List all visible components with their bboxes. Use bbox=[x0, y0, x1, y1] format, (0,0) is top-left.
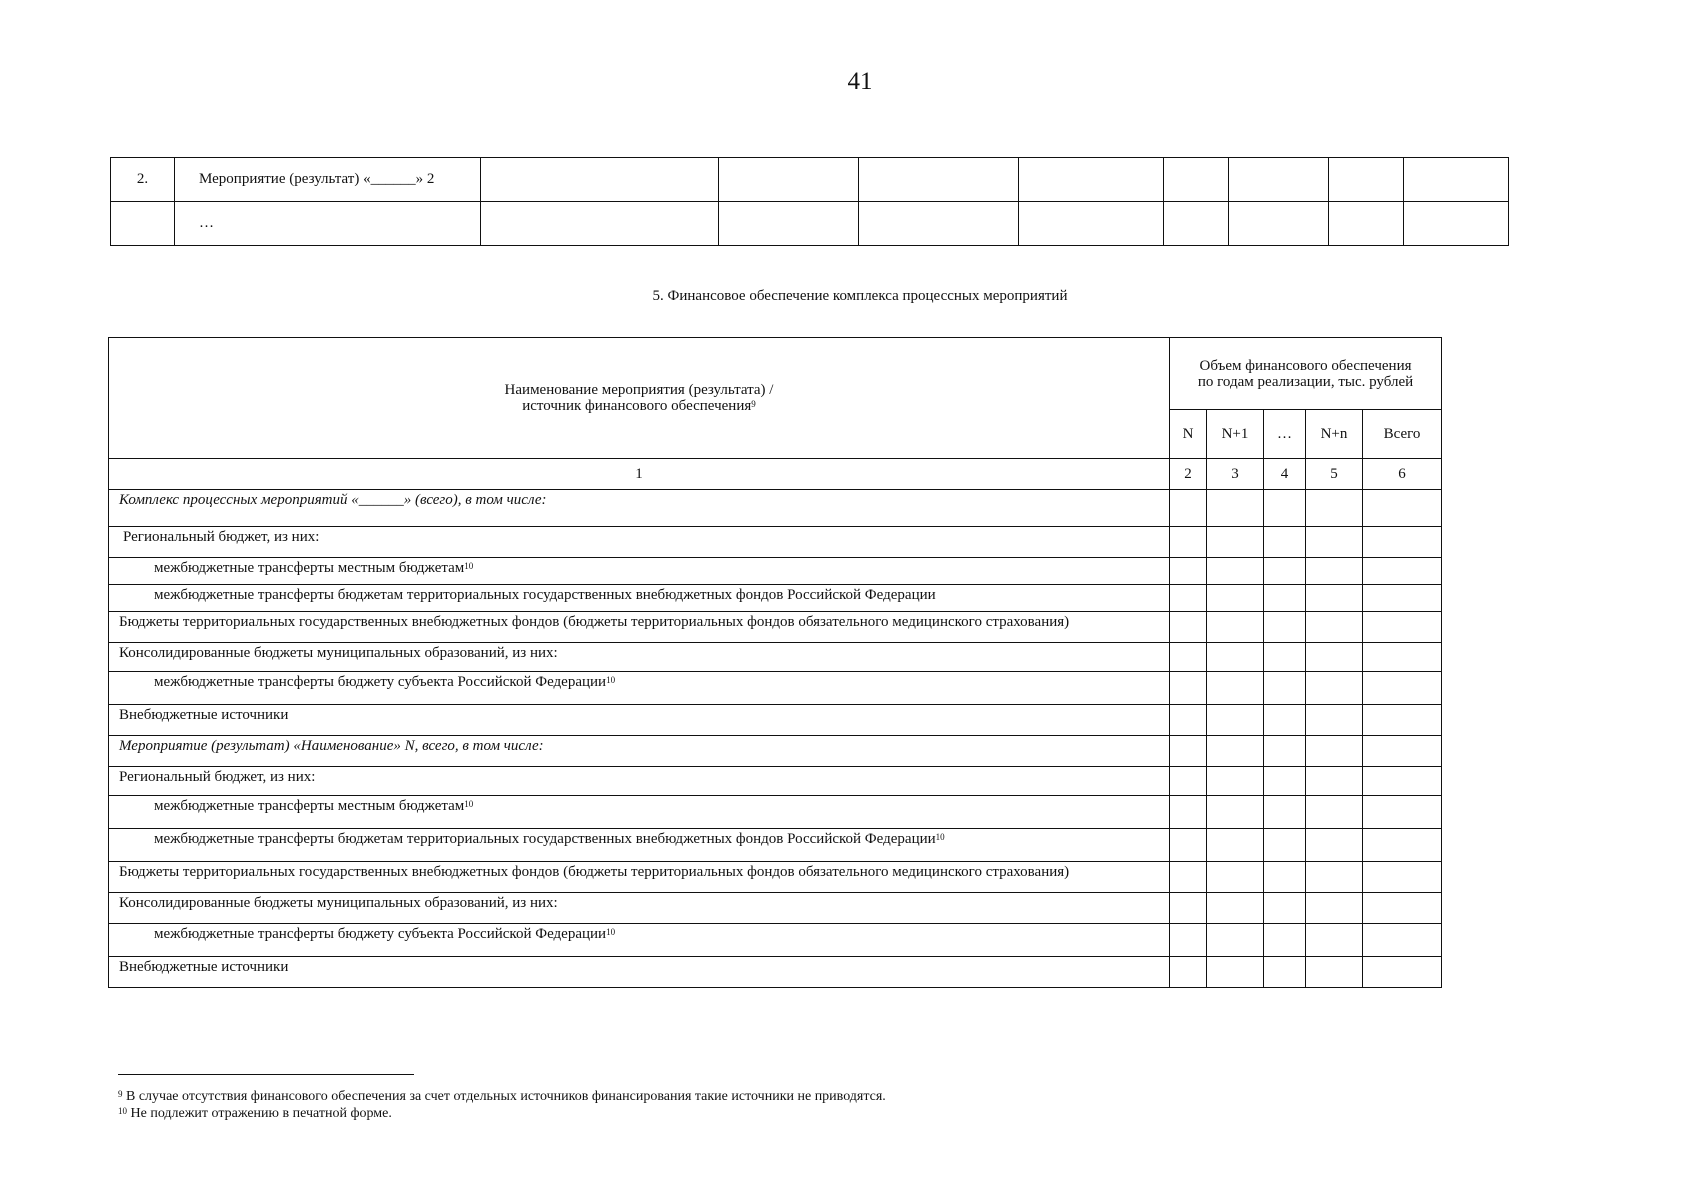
value-cell bbox=[1170, 924, 1207, 957]
value-cell bbox=[1170, 558, 1207, 585]
footnote-text: Не подлежит отражению в печатной форме. bbox=[130, 1106, 392, 1121]
value-cell bbox=[1170, 527, 1207, 558]
value-cell bbox=[1363, 585, 1442, 612]
value-cell bbox=[1170, 612, 1207, 643]
empty-cell bbox=[719, 158, 859, 202]
value-cell bbox=[1306, 796, 1363, 829]
value-cell bbox=[1170, 585, 1207, 612]
table-row bbox=[109, 957, 1442, 988]
row-label bbox=[109, 829, 1170, 862]
value-cell bbox=[1306, 767, 1363, 796]
row-label bbox=[109, 643, 1170, 672]
value-cell bbox=[1264, 705, 1306, 736]
value-cell bbox=[1170, 672, 1207, 705]
value-cell bbox=[1306, 612, 1363, 643]
value-cell bbox=[1170, 705, 1207, 736]
value-cell bbox=[1207, 862, 1264, 893]
column-number: 5 bbox=[1306, 459, 1363, 490]
value-cell bbox=[1306, 736, 1363, 767]
year-header: Всего bbox=[1363, 410, 1442, 459]
table-row bbox=[109, 829, 1442, 862]
row-label-text: Региональный бюджет, из них: bbox=[123, 529, 320, 545]
value-cell bbox=[1363, 672, 1442, 705]
footnote-ref: 10 bbox=[464, 799, 474, 809]
row-label-text: Бюджеты территориальных государственных внебюджетных фондов (бюджеты территориальных фондов обязательного медицинского страхования) bbox=[119, 864, 1070, 880]
value-cell bbox=[1264, 924, 1306, 957]
column-number: 4 bbox=[1264, 459, 1306, 490]
finance-table bbox=[108, 337, 1442, 988]
header-volume-cell bbox=[1170, 338, 1442, 410]
header-volume-1: Объем финансового обеспечения bbox=[1199, 357, 1412, 374]
value-cell bbox=[1207, 643, 1264, 672]
value-cell bbox=[1207, 672, 1264, 705]
column-number: 3 bbox=[1207, 459, 1264, 490]
row-label-text: Консолидированные бюджеты муниципальных образований, из них: bbox=[119, 645, 558, 661]
value-cell bbox=[1363, 767, 1442, 796]
value-cell bbox=[1306, 672, 1363, 705]
value-cell bbox=[1306, 585, 1363, 612]
row-label bbox=[109, 957, 1170, 988]
row-label bbox=[109, 585, 1170, 612]
row-label bbox=[109, 705, 1170, 736]
value-cell bbox=[1306, 893, 1363, 924]
footnote-mark: 9 bbox=[118, 1089, 123, 1099]
value-cell bbox=[1363, 957, 1442, 988]
footnote bbox=[118, 1105, 886, 1122]
table-row bbox=[109, 924, 1442, 957]
row-label bbox=[109, 558, 1170, 585]
value-cell bbox=[1170, 893, 1207, 924]
value-cell bbox=[1264, 490, 1306, 527]
table-row bbox=[109, 705, 1442, 736]
value-cell bbox=[1170, 736, 1207, 767]
row-number: 2. bbox=[111, 158, 175, 202]
year-header: N+1 bbox=[1207, 410, 1264, 459]
value-cell bbox=[1264, 558, 1306, 585]
value-cell bbox=[1264, 796, 1306, 829]
value-cell bbox=[1264, 585, 1306, 612]
year-header: N bbox=[1170, 410, 1207, 459]
value-cell bbox=[1363, 643, 1442, 672]
value-cell bbox=[1363, 490, 1442, 527]
row-label bbox=[109, 490, 1170, 527]
value-cell bbox=[1264, 736, 1306, 767]
value-cell bbox=[1264, 767, 1306, 796]
row-label bbox=[109, 796, 1170, 829]
empty-cell bbox=[481, 158, 719, 202]
value-cell bbox=[1306, 829, 1363, 862]
empty-cell bbox=[859, 158, 1019, 202]
empty-cell bbox=[1229, 158, 1329, 202]
year-header: … bbox=[1264, 410, 1306, 459]
value-cell bbox=[1306, 490, 1363, 527]
row-label-text: Внебюджетные источники bbox=[119, 707, 289, 723]
table-row bbox=[109, 862, 1442, 893]
row-label-text: Внебюджетные источники bbox=[119, 959, 289, 975]
value-cell bbox=[1207, 924, 1264, 957]
value-cell bbox=[1306, 705, 1363, 736]
empty-cell bbox=[1019, 202, 1164, 246]
footnote-text: В случае отсутствия финансового обеспечения за счет отдельных источников финансирования такие источники не приводятся. bbox=[126, 1089, 886, 1104]
value-cell bbox=[1207, 705, 1264, 736]
footnote-ref: 10 bbox=[606, 675, 616, 685]
table-row bbox=[109, 767, 1442, 796]
row-number bbox=[111, 202, 175, 246]
value-cell bbox=[1170, 796, 1207, 829]
events-table bbox=[110, 157, 1509, 246]
table-row bbox=[111, 202, 1509, 246]
value-cell bbox=[1207, 893, 1264, 924]
value-cell bbox=[1306, 558, 1363, 585]
value-cell bbox=[1306, 527, 1363, 558]
empty-cell bbox=[719, 202, 859, 246]
empty-cell bbox=[859, 202, 1019, 246]
footnote-ref: 9 bbox=[751, 399, 756, 409]
value-cell bbox=[1264, 829, 1306, 862]
row-label-text: Бюджеты территориальных государственных внебюджетных фондов (бюджеты территориальных фондов обязательного медицинского страхования) bbox=[119, 614, 1070, 630]
section-title: 5. Финансовое обеспечение комплекса процессных мероприятий bbox=[652, 288, 1068, 304]
table-row bbox=[109, 893, 1442, 924]
value-cell bbox=[1363, 924, 1442, 957]
value-cell bbox=[1264, 643, 1306, 672]
empty-cell bbox=[1404, 158, 1509, 202]
value-cell bbox=[1170, 957, 1207, 988]
value-cell bbox=[1207, 796, 1264, 829]
row-label bbox=[109, 862, 1170, 893]
page-number: 41 bbox=[847, 68, 873, 95]
value-cell bbox=[1306, 643, 1363, 672]
table-row bbox=[109, 585, 1442, 612]
row-label-text: Региональный бюджет, из них: bbox=[119, 769, 316, 785]
value-cell bbox=[1264, 527, 1306, 558]
row-label-text: межбюджетные трансферты бюджету субъекта Российской Федерации bbox=[154, 926, 607, 942]
empty-cell bbox=[1019, 158, 1164, 202]
column-number: 1 bbox=[109, 459, 1170, 490]
value-cell bbox=[1264, 612, 1306, 643]
value-cell bbox=[1207, 585, 1264, 612]
value-cell bbox=[1363, 558, 1442, 585]
footnote bbox=[118, 1088, 886, 1105]
row-label bbox=[109, 612, 1170, 643]
row-label-text: межбюджетные трансферты местным бюджетам bbox=[154, 560, 465, 576]
row-label-text: Консолидированные бюджеты муниципальных образований, из них: bbox=[119, 895, 558, 911]
footnote-ref: 10 bbox=[464, 561, 474, 571]
row-label bbox=[109, 893, 1170, 924]
row-label-text: межбюджетные трансферты бюджетам территориальных государственных внебюджетных фондов Российской Федерации bbox=[154, 587, 936, 603]
row-name: … bbox=[175, 202, 481, 246]
value-cell bbox=[1170, 767, 1207, 796]
table-row bbox=[109, 527, 1442, 558]
value-cell bbox=[1264, 862, 1306, 893]
table-row bbox=[109, 643, 1442, 672]
value-cell bbox=[1264, 672, 1306, 705]
value-cell bbox=[1363, 893, 1442, 924]
value-cell bbox=[1306, 862, 1363, 893]
value-cell bbox=[1264, 893, 1306, 924]
value-cell bbox=[1170, 862, 1207, 893]
value-cell bbox=[1170, 490, 1207, 527]
header-name-2: источник финансового обеспечения bbox=[522, 398, 752, 414]
value-cell bbox=[1264, 957, 1306, 988]
value-cell bbox=[1363, 527, 1442, 558]
table-row bbox=[109, 558, 1442, 585]
footnote-ref: 10 bbox=[935, 832, 945, 842]
row-label bbox=[109, 924, 1170, 957]
year-header: N+n bbox=[1306, 410, 1363, 459]
row-label bbox=[109, 527, 1170, 558]
table-row bbox=[109, 736, 1442, 767]
table-row bbox=[111, 158, 1509, 202]
value-cell bbox=[1207, 558, 1264, 585]
footnote-ref: 10 bbox=[606, 927, 616, 937]
empty-cell bbox=[1404, 202, 1509, 246]
column-number: 6 bbox=[1363, 459, 1442, 490]
footnote-mark: 10 bbox=[118, 1106, 127, 1116]
row-label-text: межбюджетные трансферты местным бюджетам bbox=[154, 798, 465, 814]
value-cell bbox=[1363, 612, 1442, 643]
header-name-cell bbox=[109, 338, 1170, 459]
value-cell bbox=[1207, 527, 1264, 558]
value-cell bbox=[1207, 490, 1264, 527]
value-cell bbox=[1207, 957, 1264, 988]
value-cell bbox=[1363, 829, 1442, 862]
empty-cell bbox=[1164, 202, 1229, 246]
value-cell bbox=[1306, 957, 1363, 988]
value-cell bbox=[1363, 736, 1442, 767]
value-cell bbox=[1170, 829, 1207, 862]
value-cell bbox=[1207, 612, 1264, 643]
header-volume-2: по годам реализации, тыс. рублей bbox=[1197, 373, 1414, 390]
empty-cell bbox=[1229, 202, 1329, 246]
row-label-text: межбюджетные трансферты бюджету субъекта Российской Федерации bbox=[154, 674, 607, 690]
table-row bbox=[109, 672, 1442, 705]
empty-cell bbox=[1329, 202, 1404, 246]
row-label-text: Комплекс процессных мероприятий «______» (всего), в том числе: bbox=[119, 492, 547, 508]
row-label bbox=[109, 736, 1170, 767]
value-cell bbox=[1363, 705, 1442, 736]
value-cell bbox=[1363, 796, 1442, 829]
value-cell bbox=[1207, 736, 1264, 767]
row-name: Мероприятие (результат) «______» 2 bbox=[175, 158, 481, 202]
footnotes bbox=[118, 1088, 886, 1122]
empty-cell bbox=[1164, 158, 1229, 202]
value-cell bbox=[1207, 829, 1264, 862]
value-cell bbox=[1363, 862, 1442, 893]
row-label-text: Мероприятие (результат) «Наименование» N, всего, в том числе: bbox=[119, 738, 544, 754]
row-label bbox=[109, 767, 1170, 796]
row-label bbox=[109, 672, 1170, 705]
table-row bbox=[109, 490, 1442, 527]
column-number: 2 bbox=[1170, 459, 1207, 490]
footnote-rule bbox=[118, 1074, 414, 1075]
table-row bbox=[109, 796, 1442, 829]
value-cell bbox=[1170, 643, 1207, 672]
empty-cell bbox=[481, 202, 719, 246]
value-cell bbox=[1207, 767, 1264, 796]
header-name: Наименование мероприятия (результата) / bbox=[504, 382, 774, 398]
empty-cell bbox=[1329, 158, 1404, 202]
table-row bbox=[109, 612, 1442, 643]
row-label-text: межбюджетные трансферты бюджетам территориальных государственных внебюджетных фондов Российской Федерации bbox=[154, 831, 936, 847]
value-cell bbox=[1306, 924, 1363, 957]
